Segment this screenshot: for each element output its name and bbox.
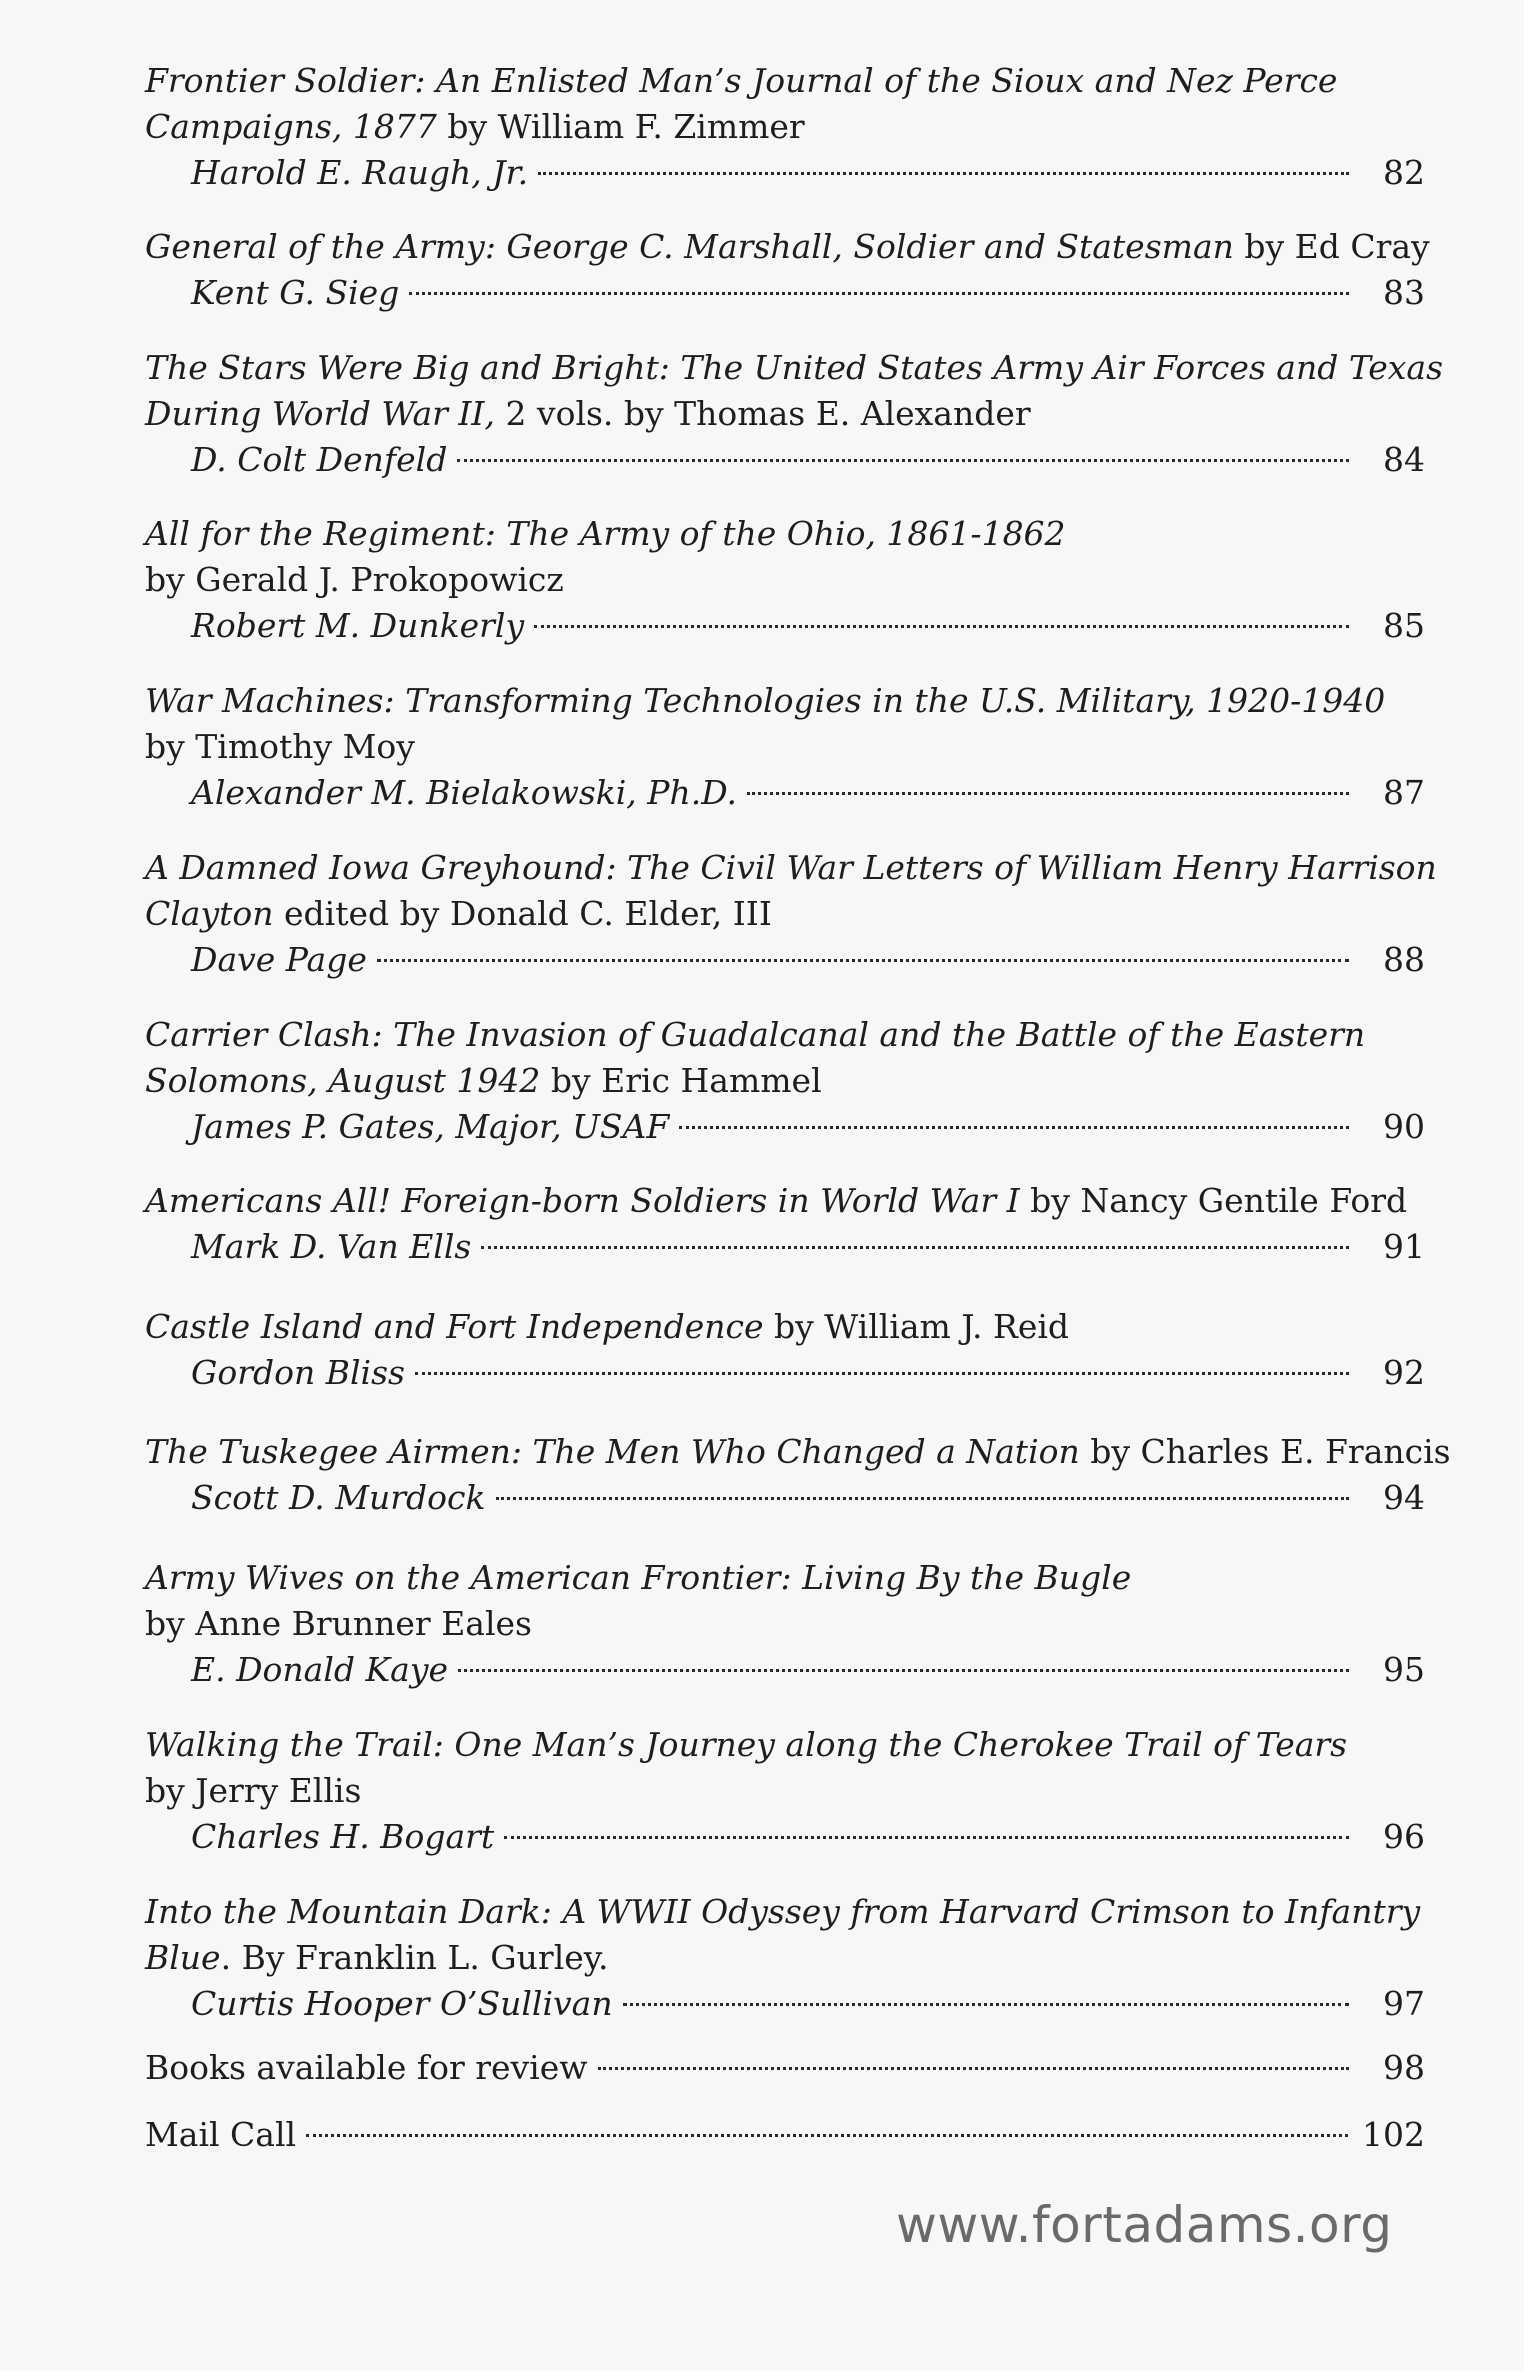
page-number: 88 [1383, 940, 1425, 979]
reviewer-name: Dave Page [191, 940, 367, 979]
toc-entry-books-available [145, 2045, 1425, 2091]
page-number: 82 [1383, 153, 1425, 192]
dot-leader [747, 792, 1349, 795]
reviewer-name: Kent G. Sieg [191, 273, 400, 312]
dot-leader [538, 172, 1349, 175]
book-author: by William F. Zimmer [436, 107, 805, 146]
toc-entry [145, 58, 1425, 196]
page-number: 94 [1383, 1478, 1425, 1517]
reviewer-name: Alexander M. Bielakowski, Ph.D. [191, 773, 737, 812]
reviewer-name: Scott D. Murdock [191, 1478, 486, 1517]
toc-entry-mail-call [145, 2112, 1425, 2158]
toc-entry [145, 1012, 1425, 1150]
website-watermark: www.fortadams.org [896, 2196, 1393, 2254]
reviewer-name: Robert M. Dunkerly [191, 606, 525, 645]
toc-entry [145, 1178, 1425, 1270]
toc-entry [145, 1889, 1425, 2027]
dot-leader [534, 625, 1349, 628]
page-number: 98 [1383, 2048, 1425, 2087]
book-author: by William J. Reid [763, 1307, 1070, 1346]
book-title: Into the Mountain Dark: A WWII Odyssey from Harvard Crimson to Infantry [145, 1892, 1421, 1931]
section-label: Books available for review [145, 2048, 588, 2087]
book-title: The Tuskegee Airmen: The Men Who Changed a Nation [145, 1432, 1080, 1471]
section-label: Mail Call [145, 2115, 297, 2154]
book-title: Castle Island and Fort Independence [145, 1307, 764, 1346]
book-author: edited by Donald C. Elder, III [273, 894, 772, 933]
book-author: by Gerald J. Prokopowicz [145, 560, 564, 599]
page-number: 91 [1383, 1227, 1425, 1266]
reviewer-name: Gordon Bliss [191, 1353, 405, 1392]
book-author: by Eric Hammel [540, 1061, 822, 1100]
reviewer-name: Charles H. Bogart [191, 1817, 495, 1856]
reviewer-name: Harold E. Raugh, Jr. [191, 153, 529, 192]
page-number: 84 [1383, 440, 1425, 479]
book-title: Carrier Clash: The Invasion of Guadalcanal and the Battle of the Eastern [145, 1015, 1366, 1054]
dot-leader [306, 2134, 1348, 2137]
toc-entry [145, 845, 1437, 983]
page-number: 95 [1383, 1650, 1425, 1689]
reviewer-name: D. Colt Denfeld [191, 440, 448, 479]
book-title-continued: Blue [145, 1938, 221, 1977]
reviewer-name: Mark D. Van Ells [191, 1227, 472, 1266]
book-author: 2 vols. by Thomas E. Alexander [494, 394, 1031, 433]
page-number: 92 [1383, 1353, 1425, 1392]
page-number: 90 [1383, 1107, 1425, 1146]
page-number: 85 [1383, 606, 1425, 645]
book-title: Walking the Trail: One Man’s Journey along the Cherokee Trail of Tears [145, 1725, 1348, 1764]
book-author: by Timothy Moy [145, 727, 415, 766]
dot-leader [481, 1246, 1349, 1249]
toc-entry [145, 1304, 1425, 1396]
book-title: The Stars Were Big and Bright: The United States Army Air Forces and Texas [145, 348, 1444, 387]
dot-leader [409, 292, 1349, 295]
book-title: General of the Army: George C. Marshall, Soldier and Statesman [145, 227, 1234, 266]
book-title: Americans All! Foreign-born Soldiers in World War I [145, 1181, 1020, 1220]
dot-leader [623, 2003, 1349, 2006]
book-title-continued: Campaigns, 1877 [145, 107, 437, 146]
book-title-continued: Clayton [145, 894, 274, 933]
dot-leader [679, 1126, 1349, 1129]
toc-entry [145, 345, 1444, 483]
dot-leader [458, 1669, 1349, 1672]
dot-leader [496, 1497, 1349, 1500]
reviewer-name: James P. Gates, Major, USAF [191, 1107, 670, 1146]
book-title: War Machines: Transforming Technologies in the U.S. Military, 1920-1940 [145, 681, 1386, 720]
dot-leader [457, 459, 1349, 462]
book-author: . By Franklin L. Gurley. [220, 1938, 609, 1977]
toc-entry [145, 678, 1425, 816]
page-number: 87 [1383, 773, 1425, 812]
book-author: by Jerry Ellis [145, 1771, 362, 1810]
book-title: Frontier Soldier: An Enlisted Man’s Journal of the Sioux and Nez Perce [145, 61, 1338, 100]
toc-entry [145, 224, 1430, 316]
page-number: 97 [1383, 1984, 1425, 2023]
dot-leader [504, 1836, 1349, 1839]
reviewer-name: E. Donald Kaye [191, 1650, 448, 1689]
book-title: Army Wives on the American Frontier: Living By the Bugle [145, 1558, 1132, 1597]
book-author: by Anne Brunner Eales [145, 1604, 532, 1643]
toc-entry [145, 1555, 1425, 1693]
toc-entry [145, 1429, 1451, 1521]
book-title-continued: During World War II, [145, 394, 495, 433]
dot-leader [415, 1372, 1349, 1375]
page-number: 96 [1383, 1817, 1425, 1856]
book-author: by Charles E. Francis [1079, 1432, 1451, 1471]
book-title: A Damned Iowa Greyhound: The Civil War Letters of William Henry Harrison [145, 848, 1437, 887]
book-author: by Nancy Gentile Ford [1019, 1181, 1408, 1220]
toc-entry [145, 511, 1425, 649]
book-author: by Ed Cray [1233, 227, 1430, 266]
dot-leader [598, 2067, 1349, 2070]
dot-leader [377, 959, 1349, 962]
book-title-continued: Solomons, August 1942 [145, 1061, 541, 1100]
page-number: 83 [1383, 273, 1425, 312]
page-number: 102 [1362, 2115, 1425, 2154]
toc-entry [145, 1722, 1425, 1860]
reviewer-name: Curtis Hooper O’Sullivan [191, 1984, 613, 2023]
book-title: All for the Regiment: The Army of the Ohio, 1861-1862 [145, 514, 1066, 553]
